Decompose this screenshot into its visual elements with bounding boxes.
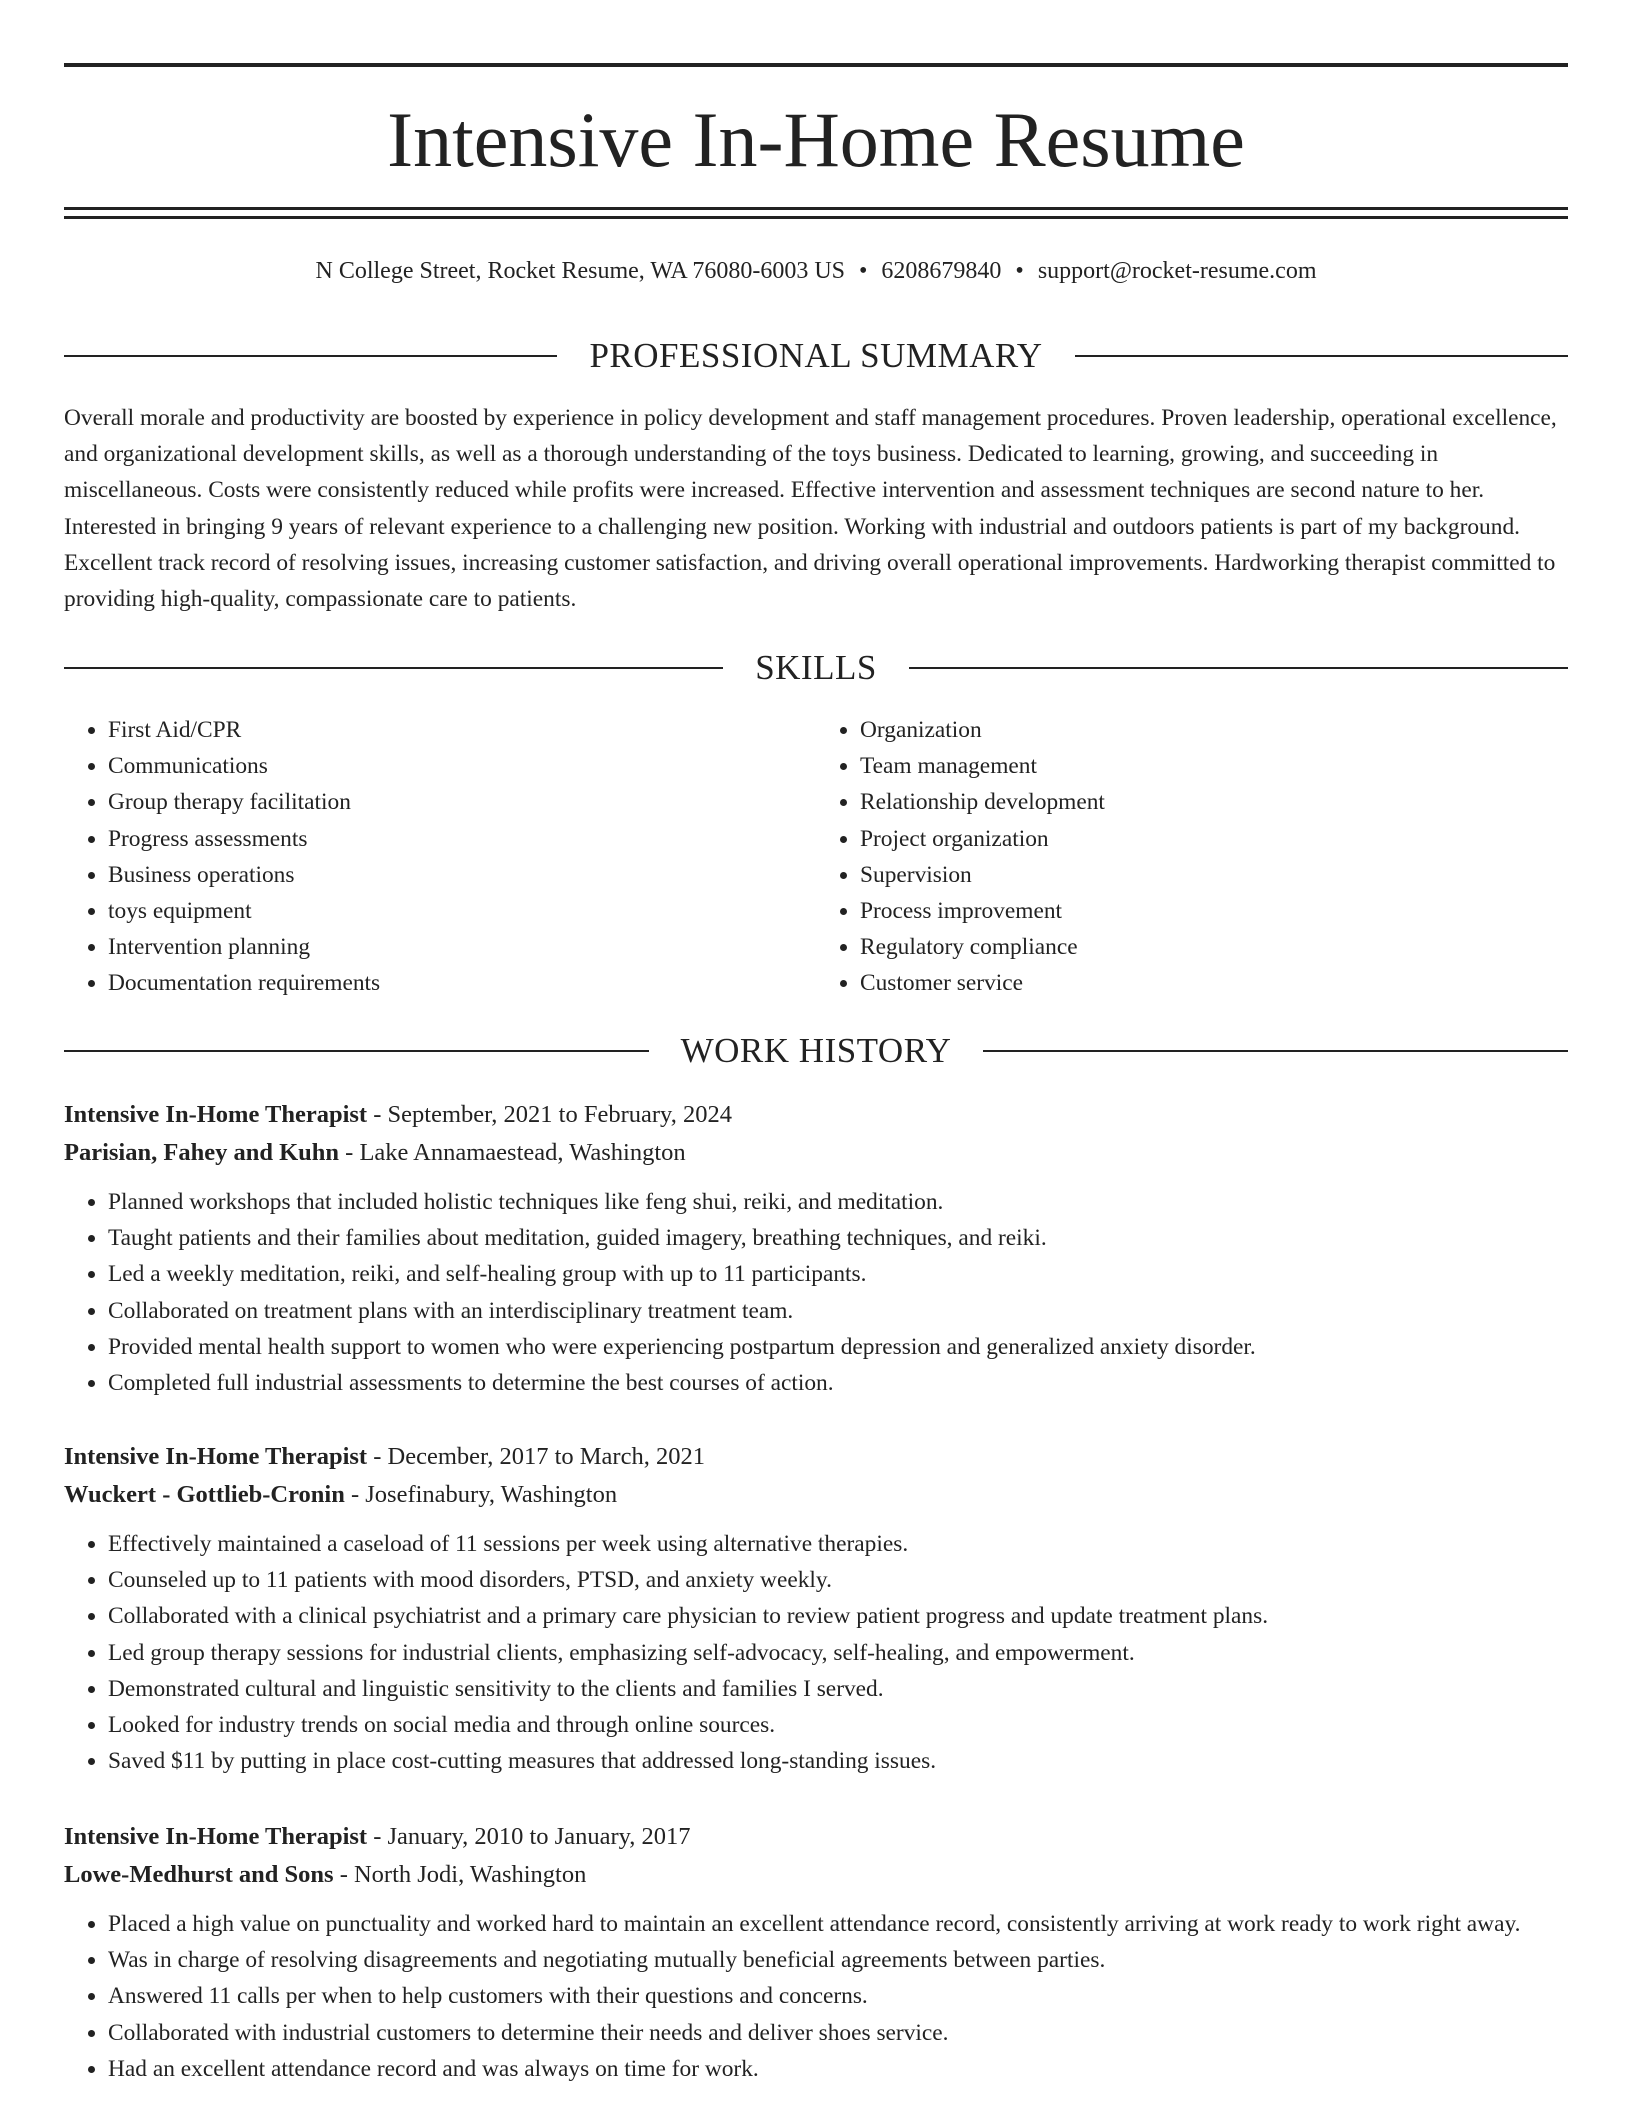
skill-item: • Customer service (860, 965, 1568, 1001)
heading-rule-left (64, 355, 557, 357)
section-heading-label: PROFESSIONAL SUMMARY (589, 336, 1043, 375)
job-dates: January, 2010 to January, 2017 (387, 1823, 691, 1850)
section-heading-work-history (64, 1029, 1568, 1073)
skill-item: • Documentation requirements (108, 965, 816, 1001)
work-entry-bullets (64, 1906, 1568, 2087)
contact-separator: • (859, 258, 868, 284)
job-dates: December, 2017 to March, 2021 (387, 1443, 705, 1470)
job-title: Intensive In-Home Therapist (64, 1823, 368, 1850)
work-entry (64, 1818, 1568, 2087)
work-entry-title-line: Intensive In-Home Therapist - September, 2021 to February, 2024 (64, 1101, 732, 1128)
skill-item: • Group therapy facilitation (108, 784, 816, 820)
bullet-item: • Collaborated with industrial customers to determine their needs and deliver shoes service. (108, 2015, 1568, 2051)
bullet-item: • Provided mental health support to women who were experiencing postpartum depression and generalized anxiety disorder. (108, 1329, 1568, 1365)
skill-item: • Intervention planning (108, 929, 816, 965)
job-title: Intensive In-Home Therapist (64, 1101, 368, 1128)
skill-item: • Project organization (860, 821, 1568, 857)
job-title: Intensive In-Home Therapist (64, 1443, 368, 1470)
work-entry-bullets (64, 1184, 1568, 1401)
bullet-item: • Answered 11 calls per when to help customers with their questions and concerns. (108, 1978, 1568, 2014)
heading-rule-right (1075, 355, 1568, 357)
bullet-item: • Counseled up to 11 patients with mood disorders, PTSD, and anxiety weekly. (108, 1562, 1568, 1598)
bullet-item: • Had an excellent attendance record and was always on time for work. (108, 2051, 1568, 2087)
bullet-item: • Planned workshops that included holistic techniques like feng shui, reiki, and meditation. (108, 1184, 1568, 1220)
skill-item: • Regulatory compliance (860, 929, 1568, 965)
work-entry-title-line: Intensive In-Home Therapist - January, 2010 to January, 2017 (64, 1823, 691, 1850)
skill-item: • Relationship development (860, 784, 1568, 820)
heading-rule-left (64, 667, 723, 669)
bullet-item: • Completed full industrial assessments to determine the best courses of action. (108, 1365, 1568, 1401)
skills-list (64, 712, 1568, 1002)
job-dates: September, 2021 to February, 2024 (387, 1101, 732, 1128)
heading-rule-right (909, 667, 1568, 669)
company-location: Josefinabury, Washington (365, 1481, 618, 1508)
bullet-item: • Collaborated with a clinical psychiatrist and a primary care physician to review patient progress and update treatment plans. (108, 1598, 1568, 1634)
work-entry (64, 1438, 1568, 1779)
contact-email: support@rocket-resume.com (1037, 258, 1317, 284)
contact-address: N College Street, Rocket Resume, WA 76080-6003 US (315, 258, 845, 284)
skill-item: • Process improvement (860, 893, 1568, 929)
heading-rule-right (983, 1050, 1568, 1052)
bullet-item: • Collaborated on treatment plans with an interdisciplinary treatment team. (108, 1293, 1568, 1329)
section-heading-summary (64, 334, 1568, 378)
resume-title: Intensive In-Home Resume (387, 96, 1245, 183)
work-entry-company-line: Parisian, Fahey and Kuhn - Lake Annamaestead, Washington (64, 1139, 686, 1166)
bullet-item: • Taught patients and their families about meditation, guided imagery, breathing techniques, and reiki. (108, 1220, 1568, 1256)
work-entry-bullets (64, 1526, 1568, 1779)
skill-item: • Business operations (108, 857, 816, 893)
bullet-item: • Saved $11 by putting in place cost-cutting measures that addressed long-standing issues. (108, 1743, 1568, 1779)
bullet-item: • Led group therapy sessions for industrial clients, emphasizing self-advocacy, self-healing, and empowerment. (108, 1635, 1568, 1671)
bullet-item: • Looked for industry trends on social media and through online sources. (108, 1707, 1568, 1743)
bullet-item: • Demonstrated cultural and linguistic sensitivity to the clients and families I served. (108, 1671, 1568, 1707)
bullet-item: • Effectively maintained a caseload of 11 sessions per week using alternative therapies. (108, 1526, 1568, 1562)
company-name: Parisian, Fahey and Kuhn (64, 1139, 340, 1166)
company-name: Wuckert - Gottlieb-Cronin (64, 1481, 345, 1508)
company-location: North Jodi, Washington (353, 1861, 587, 1888)
skill-item: • Team management (860, 748, 1568, 784)
heading-rule-left (64, 1050, 649, 1052)
skills-column-right (816, 712, 1568, 1002)
contact-phone: 6208679840 (881, 258, 1002, 284)
work-entry-company-line: Lowe-Medhurst and Sons - North Jodi, Washington (64, 1861, 587, 1888)
contact-separator: • (1015, 258, 1024, 284)
work-entry-company-line: Wuckert - Gottlieb-Cronin - Josefinabury, Washington (64, 1481, 618, 1508)
skills-column-left (64, 712, 816, 1002)
bullet-item: • Was in charge of resolving disagreements and negotiating mutually beneficial agreements between parties. (108, 1942, 1568, 1978)
company-location: Lake Annamaestead, Washington (359, 1139, 686, 1166)
skill-item: • First Aid/CPR (108, 712, 816, 748)
top-rule (64, 63, 1568, 67)
professional-summary-text: Overall morale and productivity are boosted by experience in policy development and staff management procedures. Proven leadership, operational excellence, and organizational development skills, as well as a thorough understanding of the toys business. Dedicated to learning, growing, and succeeding in miscellaneous. Costs were consistently reduced while profits were increased. Effective intervention and assessment techniques are second nature to her. Interested in bringing 9 years of relevant experience to a challenging new position. Working with industrial and outdoors patients is part of my background. Excellent track record of resolving issues, increasing customer satisfaction, and driving overall operational improvements. Hardworking therapist committed to providing high-quality, compassionate care to patients. (64, 405, 1557, 613)
skill-item: • Organization (860, 712, 1568, 748)
bullet-item: • Placed a high value on punctuality and worked hard to maintain an excellent attendance record, consistently arriving at work ready to work right away. (108, 1906, 1568, 1942)
title-double-rule (64, 207, 1568, 219)
section-heading-label: SKILLS (755, 648, 877, 687)
work-entry (64, 1096, 1568, 1401)
bullet-item: • Led a weekly meditation, reiki, and self-healing group with up to 11 participants. (108, 1256, 1568, 1292)
skill-item: • Communications (108, 748, 816, 784)
contact-line (64, 254, 1568, 288)
section-heading-label: WORK HISTORY (680, 1031, 952, 1070)
work-entry-title-line: Intensive In-Home Therapist - December, 2017 to March, 2021 (64, 1443, 705, 1470)
skill-item: • Progress assessments (108, 821, 816, 857)
skill-item: • toys equipment (108, 893, 816, 929)
company-name: Lowe-Medhurst and Sons (64, 1861, 334, 1888)
section-heading-skills (64, 646, 1568, 690)
skill-item: • Supervision (860, 857, 1568, 893)
